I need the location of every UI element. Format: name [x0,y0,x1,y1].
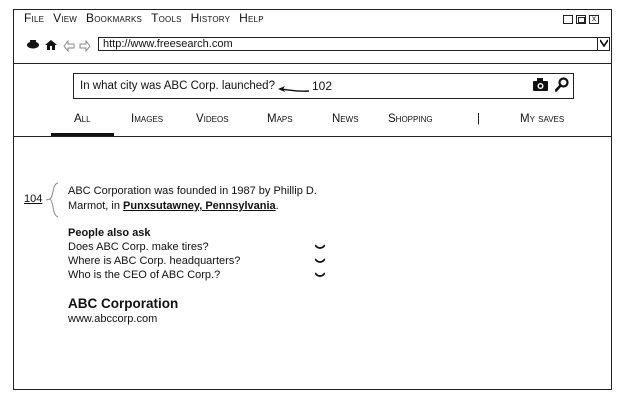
chevron-down-icon [600,39,608,47]
maximize-button[interactable] [576,15,586,24]
chevron-down-icon[interactable] [315,270,325,281]
minimize-button[interactable] [563,15,573,24]
answer-location-link[interactable]: Punxsutawney, Pennsylvania [123,200,276,212]
reference-label-102: 102 [312,79,333,93]
camera-icon[interactable] [533,78,548,96]
reference-arrow [278,81,310,99]
tab-images[interactable]: Images [131,113,164,125]
previous-icon[interactable] [63,40,75,55]
home-icon[interactable] [45,40,57,53]
menu-history[interactable]: History [190,11,231,25]
next-icon[interactable] [79,40,91,55]
search-icon[interactable] [555,77,569,97]
toolbar-divider [13,63,612,64]
tab-all[interactable]: All [74,113,91,125]
menu-view[interactable]: View [53,11,78,25]
tab-shopping[interactable]: Shopping [388,113,433,125]
url-text: http://www.freesearch.com [103,38,233,50]
people-also-ask-title: People also ask [68,227,151,239]
back-icon[interactable] [27,40,39,52]
question-item[interactable]: Who is the CEO of ABC Corp.? [68,269,221,281]
menu-file[interactable]: File [24,11,45,25]
chevron-down-icon[interactable] [315,242,325,253]
reference-brace [46,182,60,223]
answer-box [68,184,348,214]
tab-videos[interactable]: Videos [196,113,229,125]
menu-tools[interactable]: Tools [151,11,182,25]
answer-text-end: . [275,200,279,212]
question-item[interactable]: Where is ABC Corp. headquarters? [68,255,241,267]
question-item[interactable]: Does ABC Corp. make tires? [68,241,209,253]
menu-bookmarks[interactable]: Bookmarks [86,11,143,25]
close-icon: x [592,14,596,23]
answer-text-line1: ABC Corporation was founded in 1987 by Phillip D. [68,185,317,197]
chevron-down-icon[interactable] [315,256,325,267]
menu-bar [24,11,270,25]
tab-maps[interactable]: Maps [267,113,293,125]
result-url[interactable]: www.abccorp.com [68,313,158,325]
url-bar[interactable] [98,37,610,51]
result-title[interactable]: ABC Corporation [68,296,179,311]
tabs-divider [13,136,612,137]
menu-help[interactable]: Help [239,11,264,25]
search-query: In what city was ABC Corp. launched? [80,80,275,92]
reference-label-104: 104 [24,193,43,205]
tab-separator: | [477,113,480,125]
tab-my-saves[interactable]: My saves [520,113,565,125]
close-button[interactable] [589,15,599,24]
tab-news[interactable]: News [332,113,359,125]
answer-text-line2: Marmot, in [68,200,124,212]
url-dropdown-button[interactable] [597,38,609,50]
